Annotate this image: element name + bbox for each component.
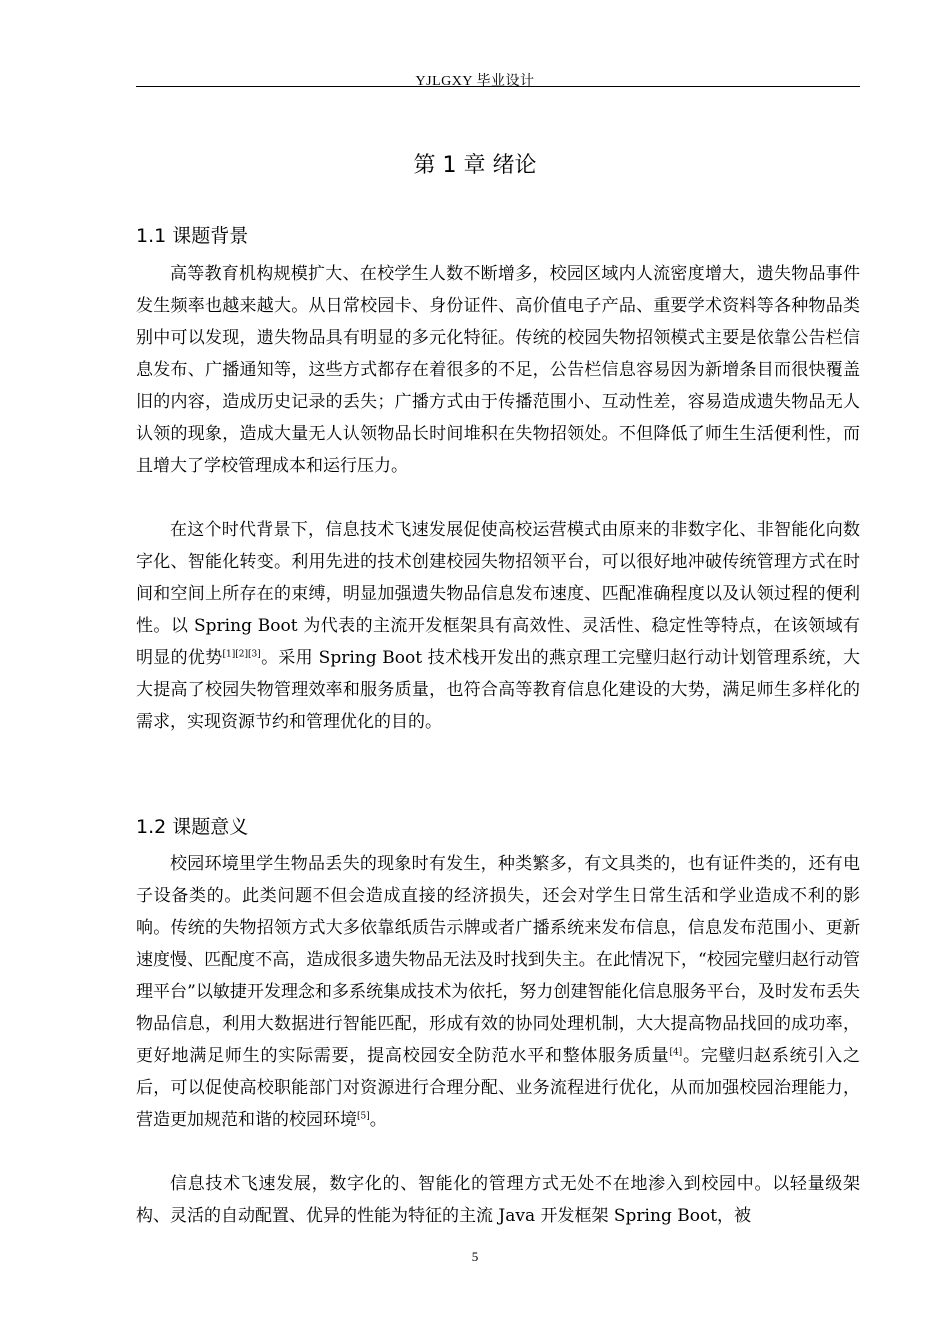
citation-ref: [5] <box>357 1111 370 1122</box>
citation-ref: [1][2][3] <box>222 649 261 660</box>
section-heading-1-2: 1.2 课题意义 <box>136 816 249 838</box>
paragraph-background-1: 高等教育机构规模扩大、在校学生人数不断增多，校园区域内人流密度增大，遗失物品事件发生频率也越来越大。从日常校园卡、身份证件、高价值电子产品、重要学术资料等各种物品类别中可以发现，遗失物品具有明显的多元化特征。传统的校园失物招领模式主要是依靠公告栏信息发布、广播通知等，这些方式都存在着很多的不足，公告栏信息容易因为新增条目而很快覆盖旧的内容，造成历史记录的丢失；广播方式由于传播范围小、互动性差，容易造成遗失物品无人认领的现象，造成大量无人认领物品长时间堆积在失物招领处。不但降低了师生生活便利性，而且增大了学校管理成本和运行压力。 <box>136 264 860 476</box>
section-heading-1-1: 1.1 课题背景 <box>136 225 249 247</box>
paragraph-background-2: 在这个时代背景下，信息技术飞速发展促使高校运营模式由原来的非数字化、非智能化向数字化、智能化转变。利用先进的技术创建校园失物招领平台，可以很好地冲破传统管理方式在时间和空间上所存在的束缚，明显加强遗失物品信息发布速度、匹配准确程度以及认领过程的便利性。以 Spring Boot 为代表的主流开发框架具有高效性、灵活性、稳定性等特点，在该领域有明显的优势[1][2][3]。采用 Spring Boot 技术栈开发出的燕京理工完璧归赵行动计划管理系统，大大提高了校园失物管理效率和服务质量，也符合高等教育信息化建设的大势，满足师生多样化的需求，实现资源节约和管理优化的目的。 <box>136 520 861 732</box>
chapter-title: 第 1 章 绪论 <box>413 153 537 178</box>
paragraph-significance-2: 信息技术飞速发展，数字化的、智能化的管理方式无处不在地渗入到校园中。以轻量级架构、灵活的自动配置、优异的性能为特征的主流 Java 开发框架 Spring Boot，被 <box>136 1174 860 1226</box>
paragraph-significance-1: 校园环境里学生物品丢失的现象时有发生，种类繁多，有文具类的，也有证件类的，还有电子设备类的。此类问题不但会造成直接的经济损失，还会对学生日常生活和学业造成不利的影响。传统的失物招领方式大多依靠纸质告示牌或者广播系统来发布信息，信息发布范围小、更新速度慢、匹配度不高，造成很多遗失物品无法及时找到失主。在此情况下，“校园完璧归赵行动管理平台”以敏捷开发理念和多系统集成技术为依托，努力创建智能化信息服务平台，及时发布丢失物品信息，利用大数据进行智能匹配，形成有效的协同处理机制，大大提高物品找回的成功率，更好地满足师生的实际需要，提高校园安全防范水平和整体服务质量[4]。完璧归赵系统引入之后，可以促使高校职能部门对资源进行合理分配、业务流程进行优化，从而加强校园治理能力，营造更加规范和谐的校园环境[5]。 <box>136 854 860 1130</box>
page-number: 5 <box>471 1249 479 1264</box>
running-header: YJLGXY 毕业设计 <box>415 74 535 89</box>
header-rule <box>136 86 860 87</box>
citation-ref: [4] <box>669 1047 683 1058</box>
